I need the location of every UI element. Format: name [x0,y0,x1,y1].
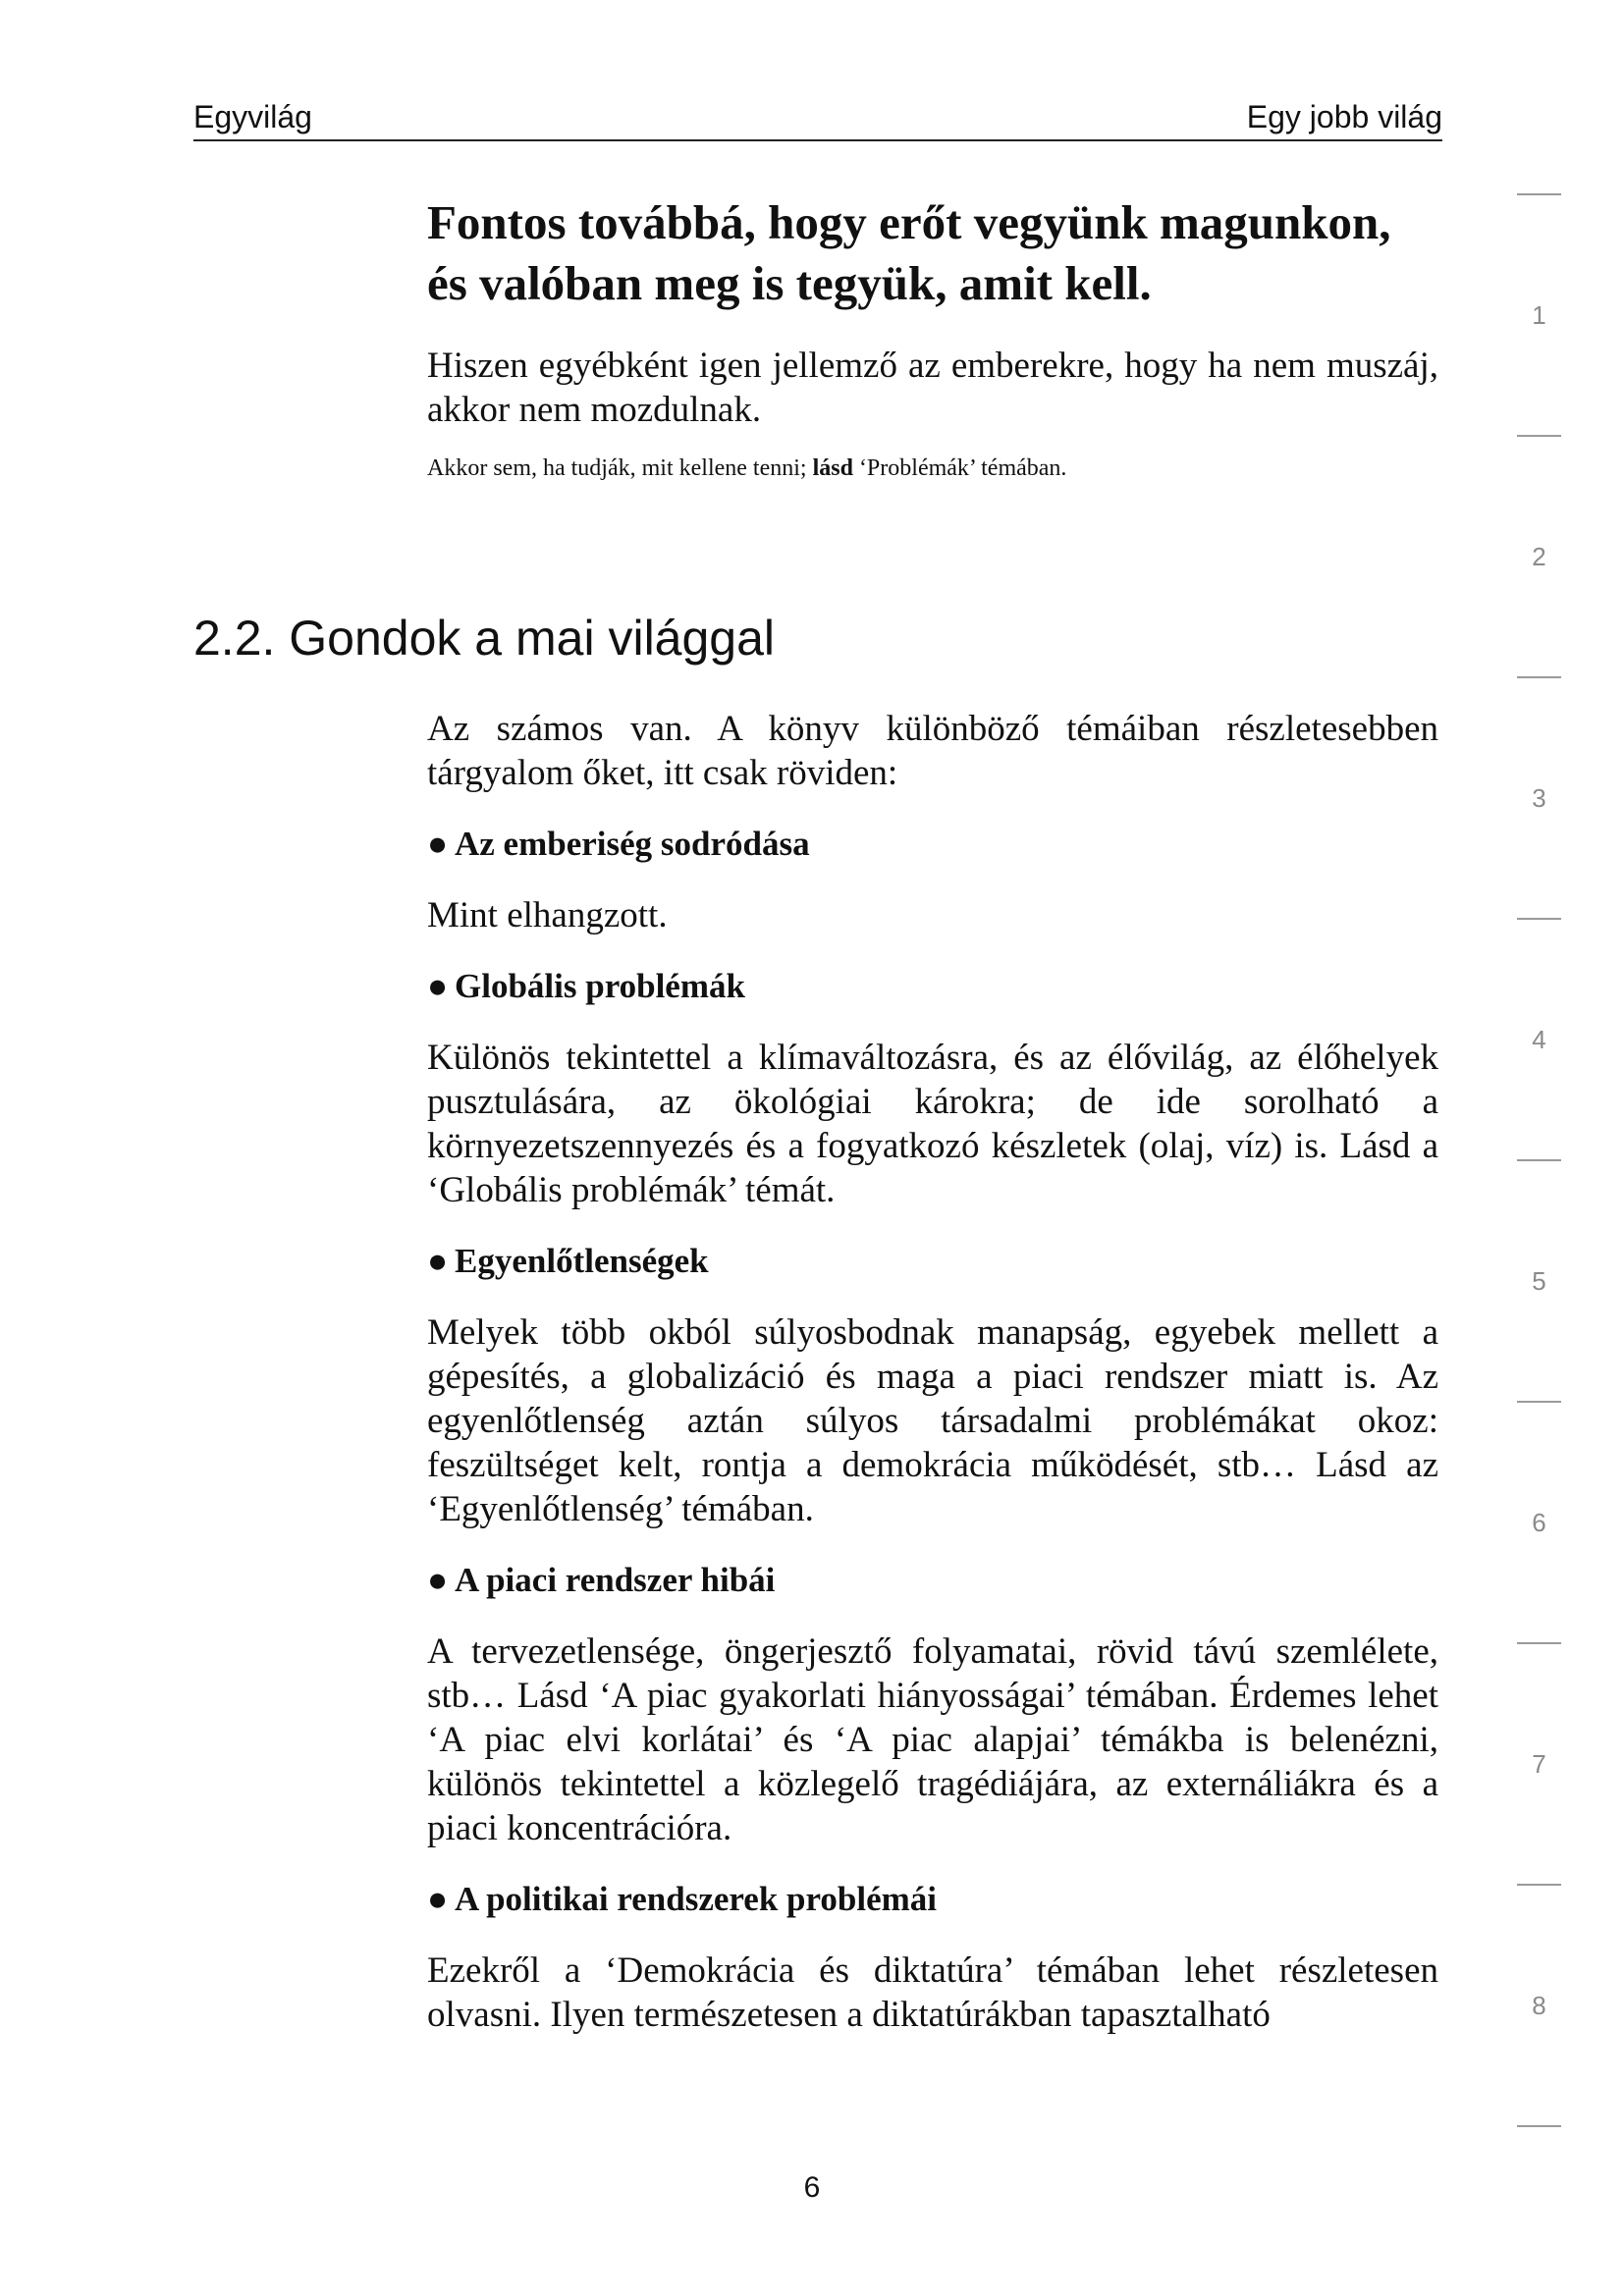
margin-line-markers [1517,0,1566,2296]
intro-paragraph: Hiszen egyébként igen jellemző az emberekre, hogy ha nem muszáj, akkor nem mozdulnak. [427,346,1438,430]
margin-tick [1517,1159,1561,1161]
small-note [427,454,1438,483]
bullet-heading [427,1878,1438,1921]
header-left-title: Egyvilág [193,99,312,134]
small-note-tail: ‘Problémák’ témában. [852,455,1067,481]
section-body [427,707,1438,2037]
margin-tick [1517,193,1561,195]
bullet-dot: ● [427,1242,449,1280]
bullet-heading [427,1240,1438,1283]
bullet-dot: ● [427,825,449,863]
bullet-heading [427,965,1438,1008]
margin-tick [1517,2125,1561,2127]
page-number: 6 [803,2171,821,2204]
bullet-heading-text: Az emberiség sodródása [455,825,810,863]
bullet-text: Különös tekintettel a klímaváltozásra, és az élővilág, az élőhelyek pusztulására, az ökológiai károkra; de ide sorolható a környezetszennyezés és a fogyatkozó készletek (olaj, víz) is. Lásd a ‘Globális problémák’ témát. [427,1038,1438,1210]
margin-tick [1517,1642,1561,1644]
bullet-text: Mint elhangzott. [427,895,668,935]
header-right-title: Egy jobb világ [1246,99,1442,134]
margin-tick [1517,1884,1561,1886]
margin-tick [1517,918,1561,920]
margin-number: 8 [1532,1991,1546,2020]
margin-number: 6 [1532,1508,1546,1537]
bullet-heading [427,823,1438,866]
bullet-dot: ● [427,1880,449,1918]
bullet-heading [427,1559,1438,1602]
bullet-text: Ezekről a ‘Demokrácia és diktatúra’ témában lehet részletesen olvasni. Ilyen természetesen a diktatúrákban tapasztalható [427,1950,1438,2035]
margin-tick [1517,435,1561,437]
bullet-heading-text: Globális problémák [455,967,745,1005]
margin-number: 5 [1532,1266,1546,1296]
bullet-dot: ● [427,1561,449,1599]
bullet-dot: ● [427,967,449,1005]
section-intro: Az számos van. A könyv különböző témáiban részletesebben tárgyalom őket, itt csak röviden: [427,709,1438,793]
margin-number: 7 [1532,1749,1546,1779]
bullet-heading-text: A piaci rendszer hibái [455,1561,776,1599]
lead-statement: Fontos továbbá, hogy erőt vegyünk magunkon, és valóban meg is tegyük, amit kell. [427,195,1391,310]
small-note-text: Akkor sem, ha tudják, mit kellene tenni; [427,455,813,481]
margin-number: 1 [1532,300,1546,330]
small-note-bold: lásd [812,455,853,481]
margin-number: 2 [1532,542,1546,571]
bullet-heading-text: A politikai rendszerek problémái [455,1880,938,1918]
bullet-text: Melyek több okból súlyosbodnak manapság, egyebek mellett a gépesítés, a globalizáció és maga a piaci rendszer miatt is. Az egyenlőtlenség aztán súlyos társadalmi problémákat okoz: feszültséget kelt, rontja a demokrácia működését, stb… Lásd az ‘Egyenlőtlenség’ témában. [427,1312,1438,1529]
running-header [193,94,1442,141]
bullet-text: A tervezetlensége, öngerjesztő folyamatai, rövid távú szemlélete, stb… Lásd ‘A piac gyakorlati hiányosságai’ témában. Érdemes lehet ‘A piac elvi korlátai’ és ‘A piac alapjai’ témákba is belenézni, különös tekintettel a közlegelő tragédiájára, az externáliákra és a piaci koncentrációra. [427,1631,1438,1848]
margin-number: 4 [1532,1025,1546,1054]
margin-tick [1517,1401,1561,1403]
margin-tick [1517,676,1561,678]
bullet-heading-text: Egyenlőtlenségek [455,1242,709,1280]
section-title: 2.2. Gondok a mai világgal [193,611,776,666]
margin-number: 3 [1532,783,1546,813]
intro-block [427,192,1438,483]
